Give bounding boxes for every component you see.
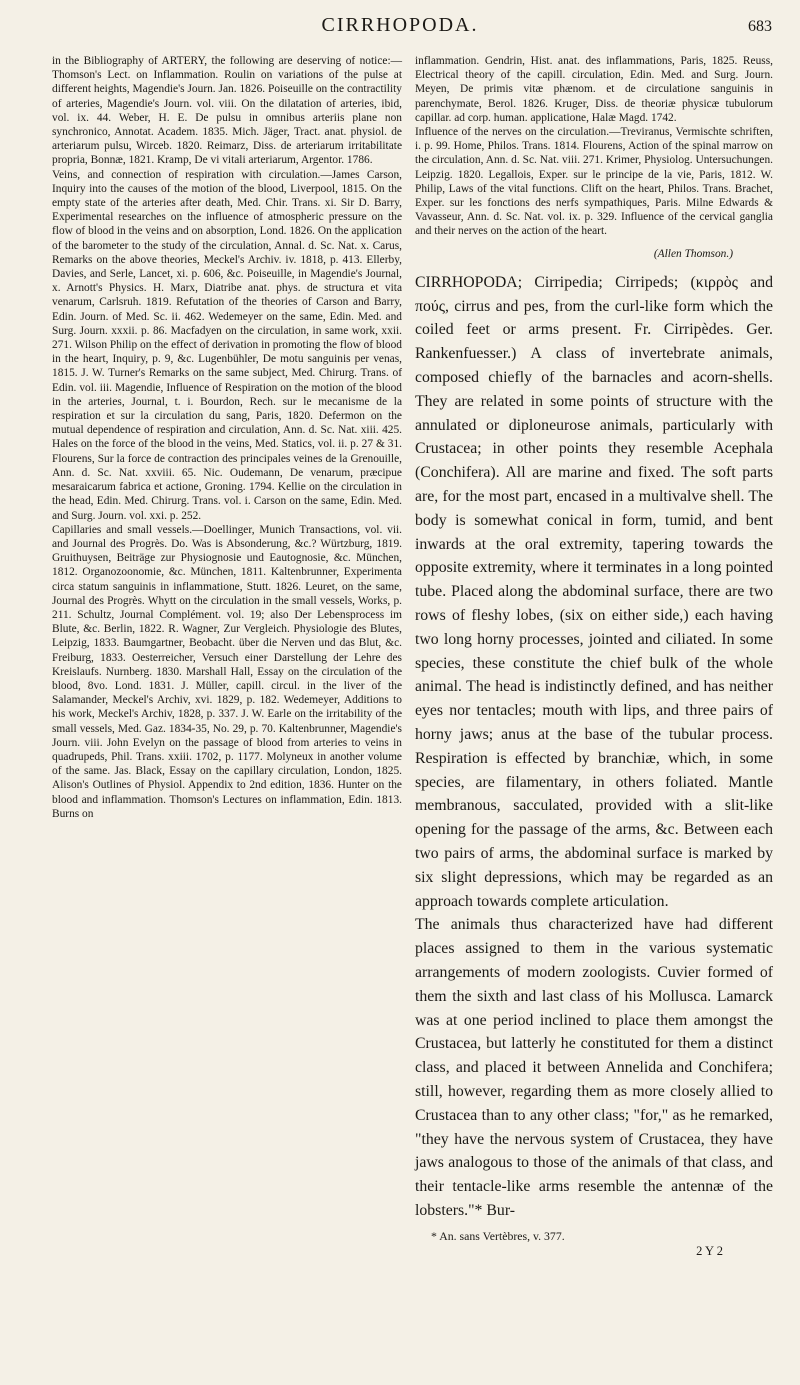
bibliography-continuation: inflammation. Gendrin, Hist. anat. des inflammations, Paris, 1825. Reuss, Electrical theory of the capill. circulation, Edin. Med. and Surg. Journ. Meyen, De primis vitæ phænom. et de circulatione sanguinis in parenchymate, Berol. 1826. Kruger, Diss. de theoriæ physicæ tubulorum capillar. ad corp. human. applicatione, Halæ Magd. 1742. Influence of the nerves on the circulation.—Treviranus, Vermischte schriften, i. p. 99. Home, Philos. Trans. 1814. Flourens, Action of the spinal marrow on the circulation, Ann. d. Sc. Nat. viii. 271. Krimer, Physiolog. Untersuchungen. Leipzig. 1820. Legallois, Exper. sur le principe de la vie, Paris, 1812. W. Philip, Laws of the vital functions. Clift on the heart, Philos. Trans. Brachet, Exper. sur les fonctions des nerfs sympathiques, Paris. Milne Edwards & Vavasseur, Ann. d. Sc. Nat. vol. ix. p. 329. Influence of the cervical ganglia and their nerves on the action of the heart. (415, 55, 773, 238)
author-signature: (Allen Thomson.) (653, 247, 733, 260)
signature-mark: 2 Y 2 (696, 1243, 723, 1258)
running-head: CIRRHOPODA. (321, 14, 479, 36)
cirrhopoda-entry: CIRRHOPODA; Cirripedia; Cirripeds; (κιρρὸς and πούς, cirrus and pes, from the curl-like form which the coiled feet or arms present. Fr. Cirripèdes. Ger. Rankenfuesser.) A class of invertebrate animals, composed chiefly of the barnacles and acorn-shells. They are related in some points of structure with the annulated or diploneurose animals, particularly with Crustacea; in other points they resemble Acephala (Conchifera). All are marine and fixed. The soft parts are, for the most part, encased in a multivalve shell. The body is somewhat conical in form, tumid, and bent inwards at the oral extremity, tapering towards the opposite extremity, where it terminates in a long pointed tube. Placed along the abdominal surface, there are two rows of fleshy lobes, (six on either side,) each having two long horny processes, jointed and ciliated. In some species, these constitute the chief bulk of the whole animal. The head is indistinctly defined, and has neither eyes nor tentacles; mouth with lips, and three pairs of horny jaws; anus at the base of the tubular process. Respiration is effected by branchiæ, which, in some species, are filamentary, in others foliated. Mantle membranous, sacculated, provided with a slit-like opening for the passage of the arms, &c. Between each two pairs of arms, the abdominal surface is marked by six slight depressions, which may be regarded as an approach towards complete articulation. The animals thus characterized have had different places assigned to them in the various systematic arrangements of modern zoologists. Cuvier formed of them the sixth and last class of his Mollusca. Lamarck was at one period inclined to place them amongst the Crustacea, but latterly he constituted for them a distinct class, and placed it between Annelida and Conchifera; still, however, regarding them as more closely allied to Crustacea than to any other class; "for," as he remarked, "they have the nervous system of Crustacea, they have jaws analogous to those of the animals of that class, and their tentacle-like arms resemble the antennæ of the lobsters."* Bur- (415, 273, 773, 1219)
page-number: 683 (748, 18, 772, 35)
left-column (52, 54, 402, 821)
left-column-text: in the Bibliography of ARTERY, the following are deserving of notice:—Thomson's Lect. on Inflammation. Roulin on variations of the pulse at different heights, Magendie's Journ. Jan. 1826. Poiseuille on the contractility of arteries, Magendie's Journ. vol. viii. On the dilatation of arteries, ibid, vol. ix. 44. Weber, H. E. De pulsu in omnibus arteriis plane non synchronico, Annotat. Academ. 1835. Mich. Jäger, Tract. anat. physiol. de arteriarum pulsu, Wirceb. 1820. Reimarz, Diss. de arteriarum irritabilitate propria, Bonnæ, 1821. Kramp, De vi vitali arteriarum, Argentor. 1786. Veins, and connection of respiration with circulation.—James Carson, Inquiry into the causes of the motion of the blood, Liverpool, 1815. On the empty state of the arteries after death, Med. Chir. Trans. xi. Sir D. Barry, Experimental researches on the influence of atmospheric pressure on the flow of blood in the veins and on absorption, Lond. 1826. On the application of the barometer to the study of the circulation, Annal. d. Sc. Nat. x. Carus, Remarks on the above theories, Meckel's Archiv. iv. 1818, p. 413. Ellerby, Davies, and Serle, Lancet, xi. p. 606, &c. Poiseuille, in Magendie's Journal, x. Arnott's Physics. H. Marx, Diatribe anat. phys. de structura et vita venarum, Carlsruh. 1819. Refutation of the theories of Carson and Barry, Edin. Journ. of Med. Sc. ii. 462. Wedemeyer on the same, Edin. Med. and Surg. Journ. xxxii. p. 86. Macfadyen on the circulation, in same work, xxii. 271. Wilson Philip on the effect of derivation in promoting the flow of blood in the heart, Inquiry, p. 9, &c. Lugenbühler, De motu sanguinis per venas, 1815. J. W. Turner's Remarks on the same subject, Med. Chirurg. Trans. of Edin. vol. iii. Magendie, Influence of Respiration on the motion of the blood in the arteries, Journal, t. i. Bourdon, Rech. sur le mecanisme de la respiration et sur la circulation du sang, Paris, 1820. Defermon on the mutual dependence of respiration and circulation, Ann. d. Sc. Nat. xiii. 425. Hales on the force of the blood in the veins, Med. Statics, vol. ii. p. 27 & 31. Flourens, Sur la force de contraction des principales veines de la Grenouille, Ann. d. Sc. Nat. xxviii. 65. Nic. Oudemann, De venarum, præcipue mesaraicarum fabrica et actione, Groning. 1794. Kellie on the circulation in the head, Edin. Med. Chirurg. Trans. vol. i. Carson on the same, Edin. Med. and Surg. Journ. vol. xxi. p. 252. Capillaries and small vessels.—Doellinger, Munich Transactions, vol. vii. and Journal des Progrès. Do. Was is Absonderung, &c.? Würtzburg, 1819. Gruithuysen, Beiträge zur Physiognosie und Eautognosie, &c. München, 1812. Organozoonomie, &c. München, 1811. Kaltenbrunner, Experimenta circa statum sanguinis in inflammatione, Stutt. 1826. Leuret, on the same, Journal des Progrès. Whytt on the circulation in the small vessels, Works, p. 211. Schultz, Journal Complément. vol. 19; also Der Lebensprocess im Blute, &c. Berlin, 1822. R. Wagner, Zur Vergleich. Physiologie des Blutes, Leipzig, 1833. Baumgartner, Beobacht. über die Nerven und das Blut, &c. Freiburg, 1833. Oesterreicher, Versuch einer Darstellung der Lehre des Kreislaufs. Nurnberg. 1830. Marshall Hall, Essay on the circulation of the blood, 8vo. Lond. 1831. J. Müller, capill. circul. in the liver of the Salamander, Meckel's Archiv, xvi. 1829, p. 182. Wedemeyer, Additions to his work, Meckel's Archiv, 1828, p. 337. J. W. Earle on the irritability of the small vessels, Med. Gaz. 1834-35, No. 29, p. 70. Kaltenbrunner, Magendie's Journ. viii. John Evelyn on the passage of blood from arteries to veins in quadrupeds, Phil. Trans. xxiii. 1702, p. 1177. Molyneux in another volume of the same. Jas. Black, Essay on the capillary circulation, London, 1825. Alison's Outlines of Physiol. Appendix to 2nd edition, 1836. Hunter on the blood and inflammation. Thomson's Lectures on inflammation, Edin. 1813. Burns on (52, 55, 402, 820)
right-column (415, 54, 773, 1258)
page-header (0, 0, 800, 46)
footnote: * An. sans Vertèbres, v. 377. (431, 1228, 565, 1243)
